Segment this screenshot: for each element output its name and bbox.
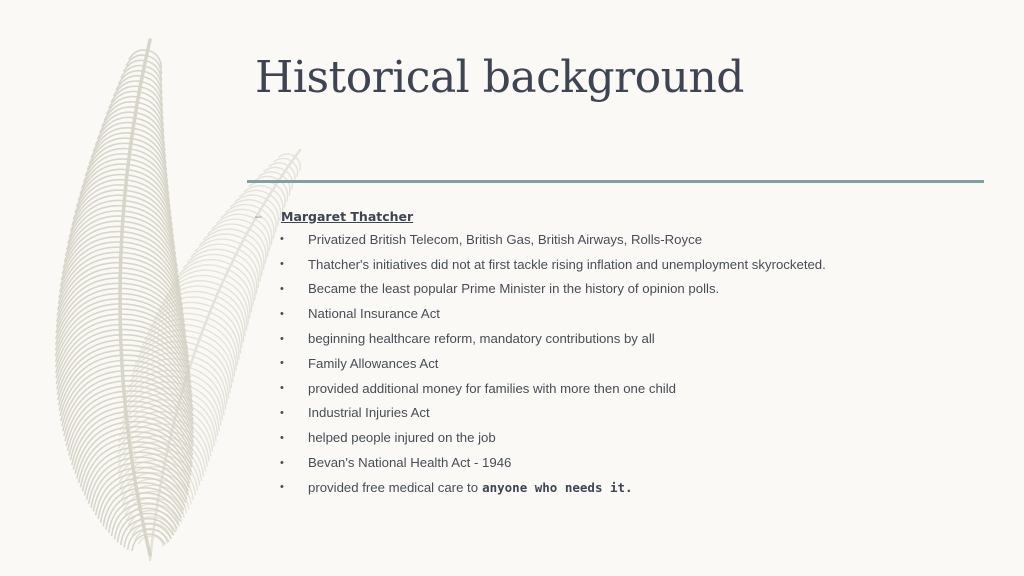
feather-barb — [264, 167, 286, 171]
list-item — [255, 301, 995, 326]
list-item — [255, 351, 995, 376]
list-item-text: National Insurance Act — [308, 306, 440, 322]
list-item — [255, 277, 995, 302]
feather-barb — [259, 172, 282, 177]
section-heading — [255, 205, 995, 227]
bullet-list — [255, 227, 995, 500]
bullet-icon: • — [280, 258, 284, 271]
section-link-margaret-thatcher[interactable]: Margaret Thatcher — [281, 208, 414, 224]
list-item — [255, 401, 995, 426]
title-divider — [247, 180, 984, 183]
bullet-icon: • — [280, 481, 284, 494]
emphasis-text: anyone who needs it. — [482, 479, 633, 495]
bullet-icon: • — [280, 382, 284, 395]
feather-barb — [269, 163, 289, 167]
list-item — [255, 227, 995, 252]
list-item — [255, 425, 995, 450]
list-item — [255, 450, 995, 475]
list-item — [255, 376, 995, 401]
list-item-text: Family Allowances Act — [308, 355, 439, 371]
feather-barb — [274, 158, 292, 161]
content-area — [255, 205, 995, 500]
list-item-text: provided free medical care to — [308, 479, 479, 495]
list-item-text: helped people injured on the job — [308, 430, 496, 446]
bullet-icon: • — [280, 406, 284, 419]
list-item — [255, 475, 995, 500]
feather-barb — [236, 254, 257, 294]
feather-barb — [153, 536, 164, 546]
feather-barb — [279, 154, 295, 157]
dash-marker: – — [255, 209, 262, 223]
list-item-text: Thatcher's initiatives did not at first tackle rising inflation and unemployment skyrocketed. — [308, 256, 826, 272]
slide-title: Historical background — [255, 52, 744, 103]
list-item-text: provided additional money for families with more then one child — [308, 380, 676, 396]
bullet-icon: • — [280, 307, 284, 320]
bullet-icon: • — [280, 332, 284, 345]
list-item-text: Bevan's National Health Act - 1946 — [308, 455, 512, 471]
feather-barb — [233, 260, 255, 301]
bullet-icon: • — [280, 282, 284, 295]
feather-barb — [231, 265, 253, 307]
list-item — [255, 252, 995, 277]
bullet-icon: • — [280, 357, 284, 370]
list-item-text: Became the least popular Prime Minister in the history of opinion polls. — [308, 281, 720, 297]
bullet-icon: • — [280, 431, 284, 444]
list-item-text: Industrial Injuries Act — [308, 405, 430, 421]
list-item — [255, 326, 995, 351]
bullet-icon: • — [280, 233, 284, 246]
list-item-text: Privatized British Telecom, British Gas, British Airways, Rolls-Royce — [308, 231, 703, 247]
feather-shape — [55, 40, 193, 555]
list-item-text: beginning healthcare reform, mandatory contributions by all — [308, 331, 655, 347]
bullet-icon: • — [280, 456, 284, 469]
